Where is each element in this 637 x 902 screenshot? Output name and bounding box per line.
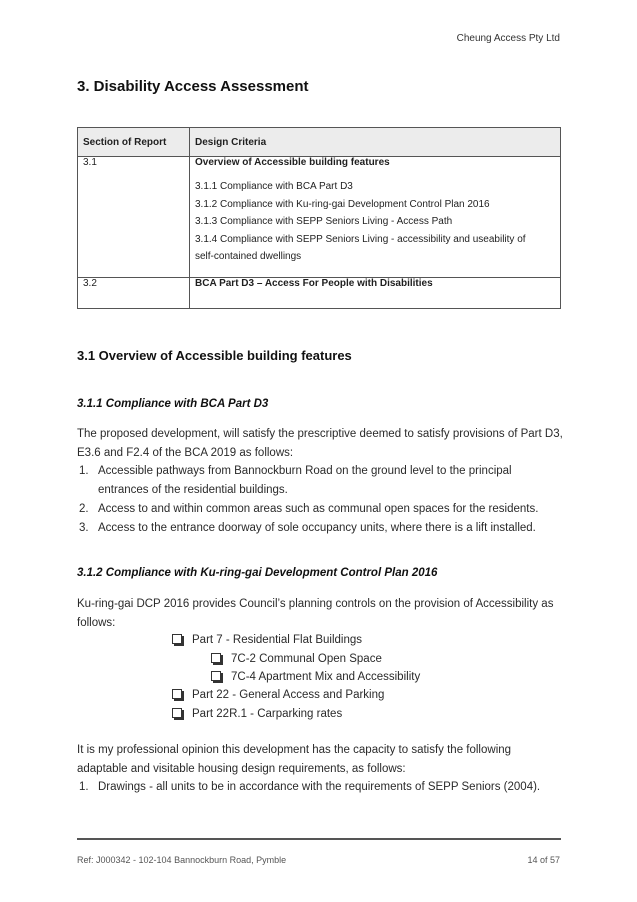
section-heading-3-1: 3.1 Overview of Accessible building features [77,348,352,363]
table-cell-criteria [190,278,561,309]
criteria-title: Overview of Accessible building features [195,157,390,168]
list-item: 1. Accessible pathways from Bannockburn Road on the ground level to the principal entrances of the residential buildings. [79,465,512,496]
checklist-item: 7C-4 Apartment Mix and Accessibility [211,668,420,686]
bca-provisions-list [77,462,564,538]
list-item: 1. Drawings - all units to be in accordance with the requirements of SEPP Seniors (2004). [79,781,541,793]
table-cell-section: 3.2 [78,278,190,309]
page-number: 14 of 57 [527,855,560,865]
checkbox-icon [172,708,182,718]
design-requirements-list [77,778,564,797]
list-item: 3. Access to the entrance doorway of sole occupancy units, where there is a lift installed. [79,522,536,534]
table-cell-section: 3.1 [78,157,190,278]
checklist-item: Part 7 - Residential Flat Buildings [172,631,362,649]
paragraph-opinion: It is my professional opinion this development has the capacity to satisfy the following adaptable and visitable housing design requirements, as follows: [77,744,512,775]
checkbox-icon [172,689,182,699]
checkbox-icon [211,671,221,681]
paragraph-dcp-intro: Ku-ring-gai DCP 2016 provides Council’s planning controls on the provision of Accessibility as follows: [77,598,554,629]
table-header-section: Section of Report [78,128,190,157]
table-header-row [78,128,561,157]
design-criteria-table [77,127,561,309]
subsection-heading-3-1-1: 3.1.1 Compliance with BCA Part D3 [77,398,269,410]
criteria-line: self-contained dwellings [195,251,302,262]
paragraph-bca-intro: The proposed development, will satisfy the prescriptive deemed to satisfy provisions of Part D3, E3.6 and F2.4 of the BCA 2019 as follows: [77,428,563,459]
table-row [78,157,561,278]
checkbox-icon [211,653,221,663]
header-company: Cheung Access Pty Ltd [456,33,560,44]
list-item: 2. Access to and within common areas such as communal open spaces for the residents. [79,503,539,515]
criteria-line: 3.1.1 Compliance with BCA Part D3 [195,181,353,192]
page-title: 3. Disability Access Assessment [77,78,309,95]
checklist-item: 7C-2 Communal Open Space [211,650,382,668]
footer-reference: Ref: J000342 - 102-104 Bannockburn Road, Pymble [77,855,287,865]
table-cell-criteria [190,157,561,278]
criteria-line: 3.1.4 Compliance with SEPP Seniors Living - accessibility and useability of [195,233,526,245]
subsection-heading-3-1-2: 3.1.2 Compliance with Ku-ring-gai Development Control Plan 2016 [77,567,438,579]
criteria-title: BCA Part D3 – Access For People with Disabilities [195,278,433,289]
table-header-criteria: Design Criteria [190,128,561,157]
footer-divider [77,838,561,840]
table-row [78,278,561,309]
checklist-item: Part 22R.1 - Carparking rates [172,705,342,723]
criteria-line: 3.1.3 Compliance with SEPP Seniors Living - Access Path [195,216,453,227]
criteria-line: 3.1.2 Compliance with Ku-ring-gai Development Control Plan 2016 [195,198,490,210]
checklist-item: Part 22 - General Access and Parking [172,686,384,704]
checkbox-icon [172,634,182,644]
